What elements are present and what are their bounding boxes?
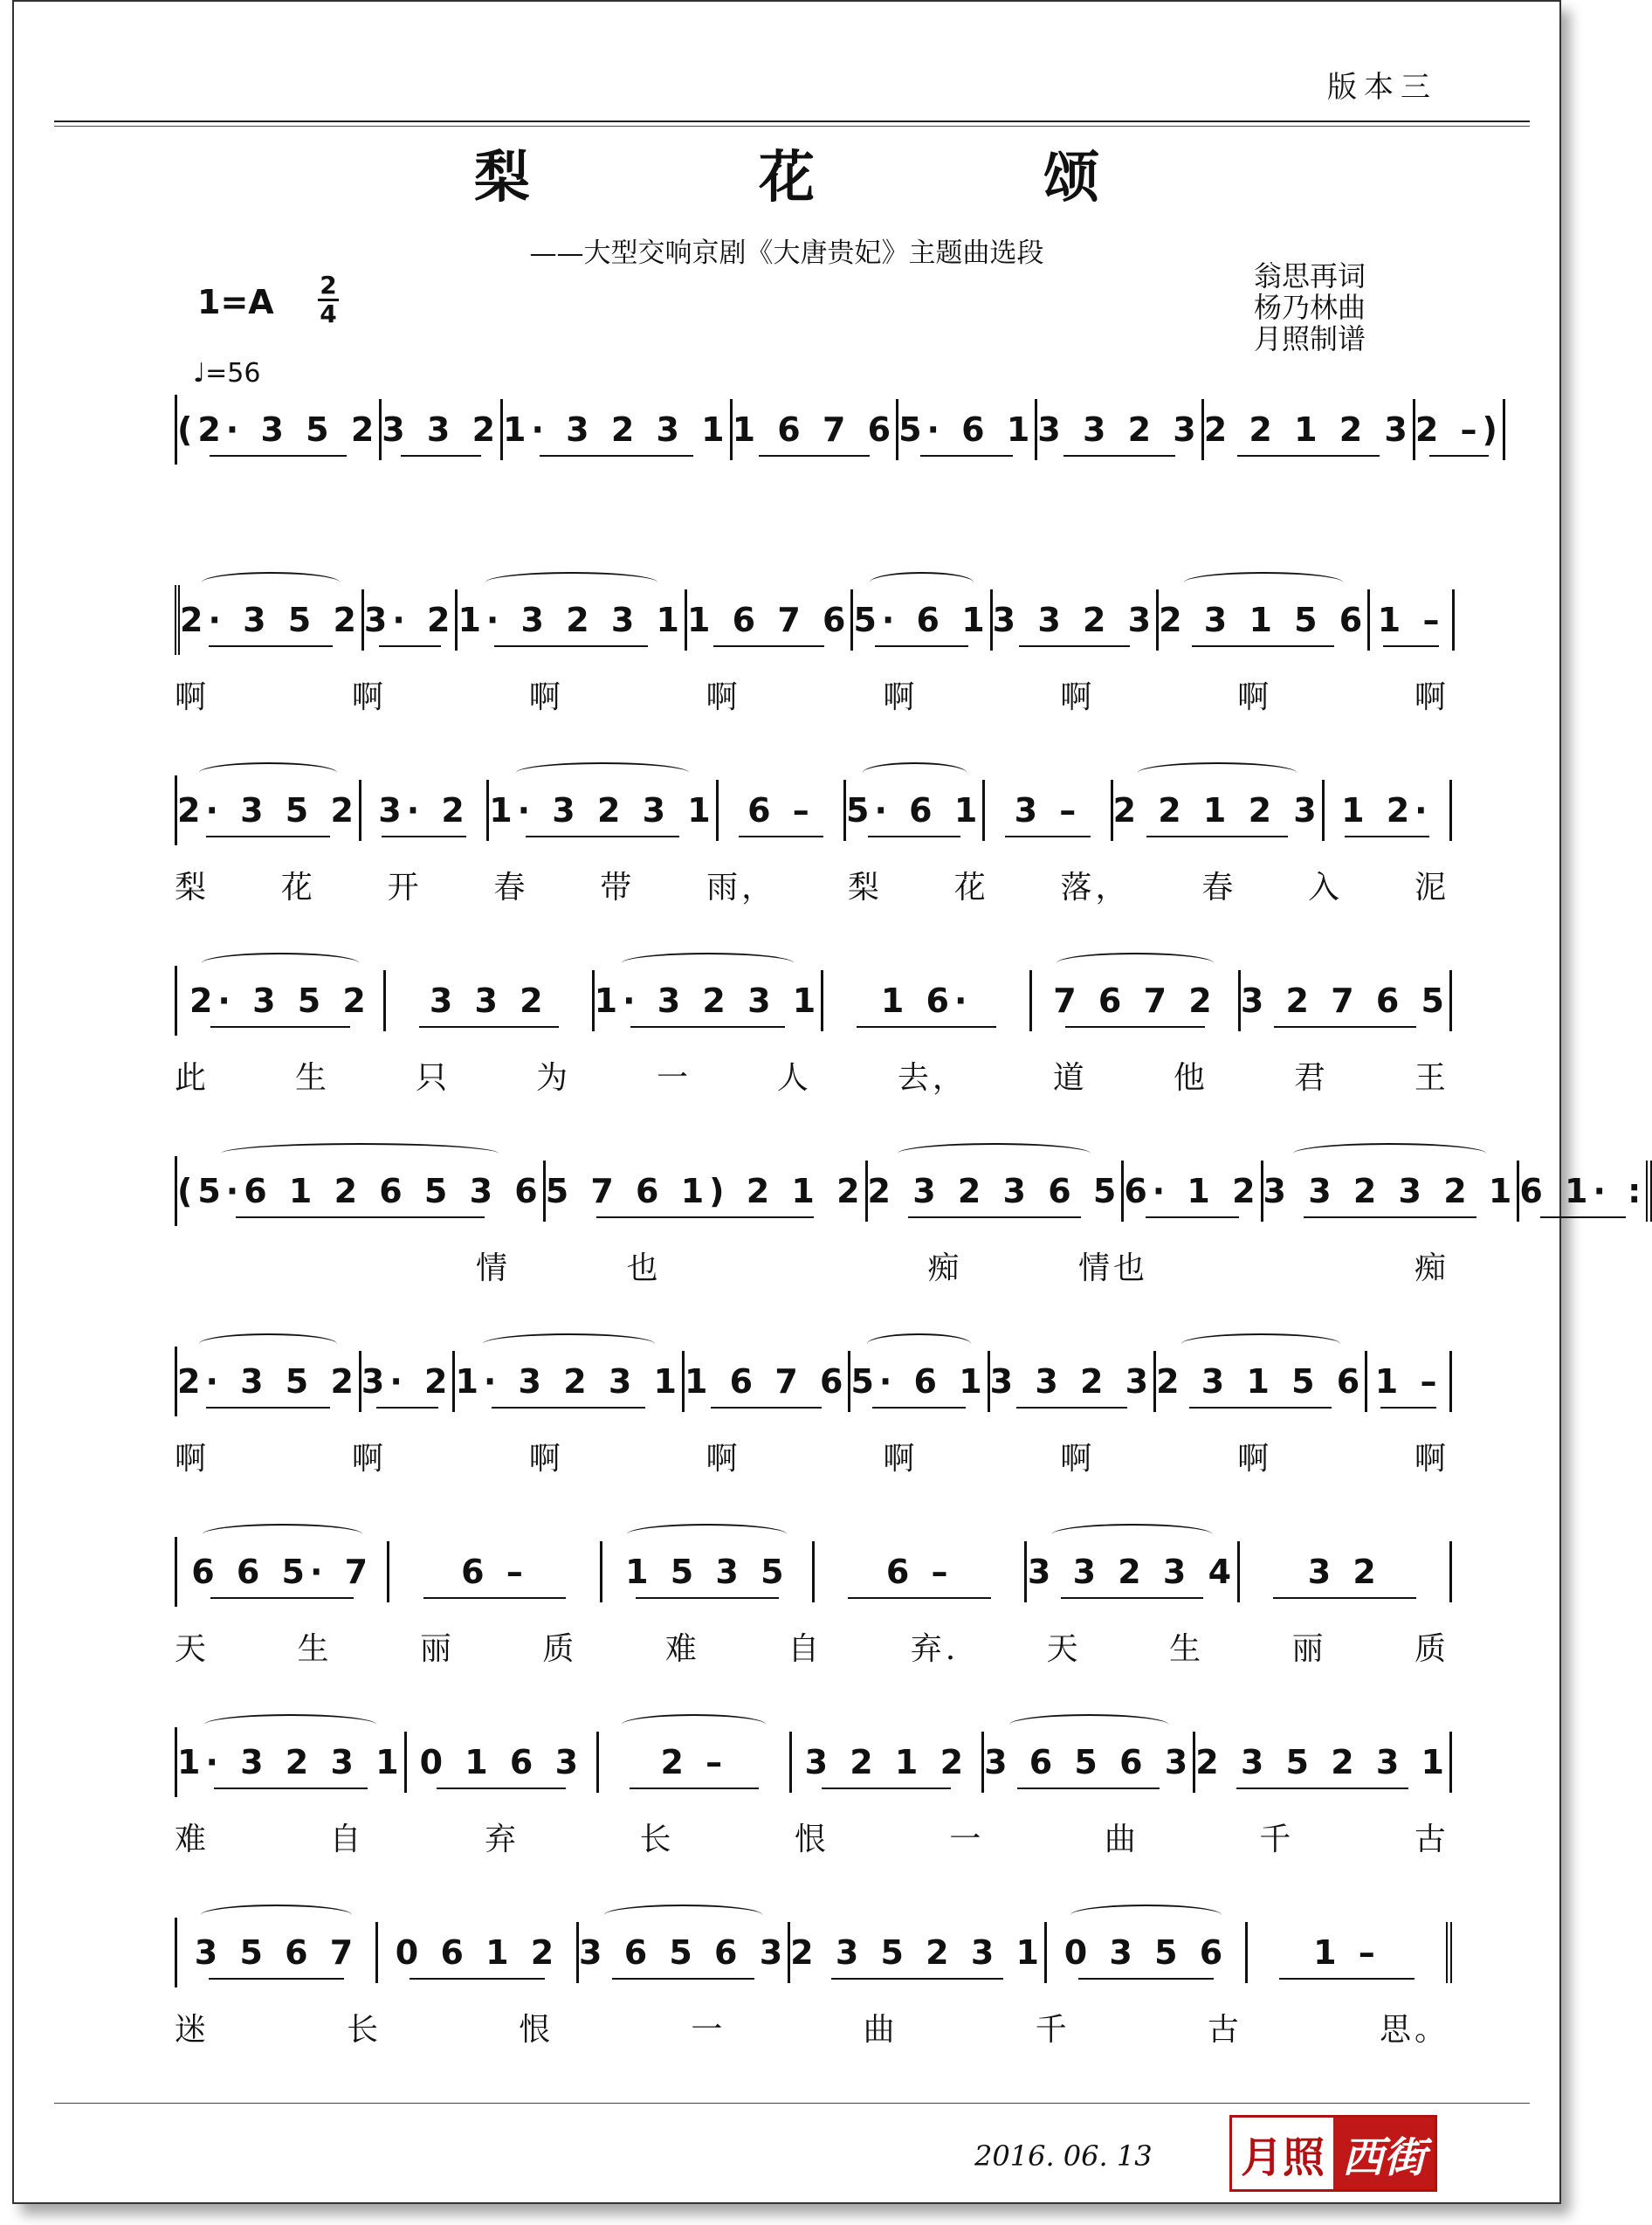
score-row [175, 1347, 1449, 1477]
measure: 3 – [985, 780, 1112, 841]
lyric-syllable: 千 [1259, 1822, 1295, 1857]
lyric-syllable: 花 [953, 870, 989, 906]
lyric-syllable: 丽 [419, 1631, 455, 1667]
lyric-syllable: 痴 [1414, 1250, 1449, 1286]
lyric-syllable: 春 [493, 870, 529, 906]
lyric-syllable: 自 [788, 1631, 823, 1667]
lyric-syllable: 去， [897, 1060, 967, 1096]
lyric-syllable: 开 [387, 870, 423, 906]
lyric-syllable: 情也 [1077, 1250, 1148, 1286]
key-label: 1=A [197, 283, 274, 321]
lyric-syllable: 此 [175, 1060, 210, 1096]
slur-mark [870, 572, 974, 593]
lyric-syllable: 古 [1207, 2012, 1242, 2048]
version-label: 版本三 [1327, 70, 1437, 105]
lyric-syllable: 君 [1293, 1060, 1329, 1096]
measure: 1 6 7 6 [687, 589, 853, 651]
measure: 3 3 2 [386, 970, 595, 1031]
slur-mark [898, 1143, 1091, 1164]
lyric-syllable [1263, 1243, 1298, 1288]
lyric-syllable: 啊 [883, 1441, 919, 1477]
measure: 3 5 6 7 [177, 1922, 378, 1983]
lyric-syllable: 春 [1201, 870, 1237, 906]
lyric-syllable: 为 [535, 1060, 571, 1096]
measure: 1· 3 2 3 1 [503, 399, 733, 460]
lyric-syllable: 自 [329, 1822, 365, 1857]
lyric-syllable: 天 [1046, 1631, 1082, 1667]
measure: 7 6 7 2 [1032, 970, 1241, 1031]
lyric-syllable: 王 [1414, 1060, 1449, 1096]
slur-mark [485, 572, 657, 593]
key-signature [197, 271, 337, 328]
slur-mark [201, 1905, 352, 1925]
measure: 3 6 5 6 3 [984, 1732, 1195, 1793]
lyric-syllable [175, 1243, 210, 1288]
measure: 1 6 7 6 [733, 399, 898, 460]
measure: 5· 6 1 [853, 589, 992, 651]
measure: 2 3 2 3 6 5 [868, 1161, 1125, 1222]
lyrics-line [175, 1624, 1449, 1669]
lyric-syllable: 人 [776, 1060, 812, 1096]
slur-mark [1181, 1333, 1340, 1354]
lyric-syllable: 啊 [1060, 679, 1096, 715]
lyric-syllable: 质 [1414, 1631, 1449, 1667]
measure: 3· 2 [364, 589, 458, 651]
lyric-syllable: 恨 [794, 1822, 829, 1857]
measure: 3 2 1 2 [792, 1732, 985, 1793]
measure: 2 2 1 2 3 [1113, 780, 1325, 841]
lyric-syllable: 梨 [175, 870, 210, 906]
notation-line [175, 585, 1455, 655]
lyric-syllable: 只 [415, 1060, 451, 1096]
score-row [175, 585, 1449, 715]
lyric-syllable: 曲 [863, 2012, 898, 2048]
measure: 2· 3 5 2 [180, 589, 364, 651]
lyric-syllable: 恨 [519, 2012, 554, 2048]
measure: 0 3 5 6 [1047, 1922, 1248, 1983]
measure: 6 – [389, 1541, 602, 1602]
notation-line [175, 775, 1452, 845]
measure: 2· 3 5 2 [177, 970, 386, 1031]
lyric-syllable: 长 [639, 1822, 675, 1857]
footer-rule [54, 2103, 1530, 2104]
notation-line [175, 1347, 1452, 1416]
measure: 3· 2 [361, 780, 489, 841]
lyrics-line [175, 672, 1449, 717]
measure: 3· 2 [361, 1351, 456, 1412]
lyric-syllable: 啊 [175, 679, 210, 715]
header-rule [54, 121, 1530, 122]
lyric-syllable: 弃 [484, 1822, 520, 1857]
measure: 3 2 [1240, 1541, 1452, 1602]
measure: 1· 3 2 3 1 [489, 780, 719, 841]
measure: 2· 3 5 2 [177, 1351, 361, 1412]
time-denominator: 4 [320, 300, 337, 328]
slur-mark [604, 1905, 763, 1925]
lyric-syllable: 古 [1414, 1822, 1449, 1857]
seal-right: 西街 [1333, 2118, 1435, 2189]
slur-mark [622, 1714, 766, 1735]
lyric-syllable: 难 [664, 1631, 700, 1667]
notation-line [175, 1537, 1452, 1607]
measure: 5 7 6 1) 2 1 2 [546, 1161, 868, 1222]
slur-mark [199, 1333, 337, 1354]
lyric-syllable: 情 [475, 1250, 511, 1286]
lyric-syllable: 一 [691, 2012, 726, 2048]
measure: 2 –) [1415, 399, 1505, 460]
lyric-syllable: 他 [1173, 1060, 1208, 1096]
lyric-syllable: 千 [1035, 2012, 1070, 2048]
measure: 1 2· [1325, 780, 1452, 841]
tempo-marking: ♩=56 [193, 358, 261, 389]
lyric-syllable: 啊 [1414, 1441, 1449, 1477]
measure: 1 5 3 5 [602, 1541, 815, 1602]
score-row [175, 1918, 1449, 2048]
transcriber-credit: 月照制谱 [1254, 322, 1366, 355]
measure: 3 3 2 [382, 399, 503, 460]
lyrics-line [175, 1815, 1449, 1859]
time-signature [318, 272, 339, 327]
lyric-syllable: 啊 [1237, 1441, 1273, 1477]
lyric-syllable: 痴 [927, 1250, 963, 1286]
lyric-syllable: 曲 [1104, 1822, 1139, 1857]
measure: 3 3 2 3 [990, 1351, 1156, 1412]
measure: 1 – [1370, 589, 1455, 651]
measure: 1· 3 2 3 1 [595, 970, 824, 1031]
lyric-syllable: 也 [626, 1250, 662, 1286]
lyric-syllable: 生 [297, 1631, 333, 1667]
lyric-syllable: 丽 [1291, 1631, 1327, 1667]
measure: 5· 6 1 [850, 1351, 989, 1412]
lyric-syllable: 天 [175, 1631, 210, 1667]
lyric-syllable: 一 [949, 1822, 985, 1857]
lyricist-credit: 翁思再词 [1254, 259, 1366, 293]
lyrics-line [175, 2005, 1449, 2049]
slur-mark [483, 1333, 655, 1354]
credits [1254, 260, 1366, 355]
measure: 6 – [719, 780, 846, 841]
lyric-syllable: 落， [1060, 870, 1131, 906]
lyrics-line [175, 1434, 1449, 1478]
lyrics-line [175, 1243, 1449, 1288]
song-subtitle: ——大型交响京剧《大唐贵妃》主题曲选段 [529, 238, 1044, 269]
lyric-syllable: 啊 [706, 1441, 741, 1477]
lyric-syllable: 啊 [351, 1441, 387, 1477]
header-rule-thin [54, 126, 1530, 127]
notation-line [175, 1156, 1647, 1226]
lyric-syllable: 一 [656, 1060, 692, 1096]
lyric-syllable: 雨， [706, 870, 777, 906]
measure: 5· 6 1 [898, 399, 1037, 460]
measure: 2 3 5 2 3 1 [790, 1922, 1047, 1983]
lyrics-line [175, 1053, 1449, 1098]
measure: 2 3 5 2 3 1 [1195, 1732, 1452, 1793]
slur-mark [1009, 1714, 1168, 1735]
slur-mark [516, 762, 688, 783]
lyric-syllable: 啊 [883, 679, 919, 715]
slur-mark [204, 1714, 376, 1735]
slur-mark [1052, 1524, 1212, 1545]
score-row [175, 1727, 1449, 1857]
lyric-syllable [777, 1243, 812, 1288]
notation-line [175, 395, 1503, 465]
slur-mark [867, 1333, 971, 1354]
lyric-syllable: 啊 [351, 679, 387, 715]
seal-logo [1229, 2115, 1437, 2192]
lyric-syllable: 啊 [528, 679, 564, 715]
measure: 2 2 1 2 3 [1204, 399, 1415, 460]
lyric-syllable: 难 [175, 1822, 210, 1857]
slur-mark [622, 953, 794, 974]
slur-mark [221, 1143, 499, 1164]
score-row [175, 966, 1449, 1096]
slur-mark [863, 762, 967, 783]
measure: 3 3 2 3 [993, 589, 1159, 651]
time-numerator: 2 [320, 271, 337, 300]
slur-mark [202, 953, 358, 974]
measure: 0 1 6 3 [407, 1732, 600, 1793]
lyric-syllable: 思。 [1379, 2012, 1449, 2048]
measure: 3 2 7 6 5 [1241, 970, 1452, 1031]
lyric-syllable: 生 [1169, 1631, 1205, 1667]
slur-mark [1057, 953, 1213, 974]
notation-line [175, 1727, 1452, 1797]
lyric-syllable: 啊 [1414, 679, 1449, 715]
score-row [175, 1537, 1449, 1667]
measure: 1· 3 2 3 1 [177, 1732, 407, 1793]
lyric-syllable: 长 [347, 2012, 382, 2048]
score-page [12, 0, 1647, 2204]
slur-mark [1138, 762, 1297, 783]
measure: 6 1· : [1519, 1161, 1652, 1222]
composer-credit: 杨乃林曲 [1254, 291, 1366, 324]
lyric-syllable: 质 [542, 1631, 578, 1667]
lyric-syllable: 入 [1308, 870, 1344, 906]
slur-mark [1293, 1143, 1486, 1164]
measure: 1 – [1248, 1922, 1452, 1983]
measure: 2 3 1 5 6 [1159, 589, 1370, 651]
lyric-syllable: 啊 [706, 679, 741, 715]
notation-line [175, 966, 1452, 1036]
lyric-syllable: 迷 [175, 2012, 210, 2048]
measure: 6 6 5· 7 [177, 1541, 389, 1602]
score-row [175, 395, 1503, 499]
lyric-syllable: 啊 [1060, 1441, 1096, 1477]
measure: 1· 3 2 3 1 [458, 589, 687, 651]
lyric-syllable: 生 [294, 1060, 330, 1096]
measure: 3 3 2 3 [1037, 399, 1203, 460]
song-title: 梨 花 颂 [473, 146, 1205, 210]
measure: 1 6 7 6 [685, 1351, 850, 1412]
measure: 5· 6 1 [846, 780, 985, 841]
lyric-syllable: 弃. [910, 1631, 960, 1667]
measure: 0 6 1 2 [378, 1922, 579, 1983]
score-row [175, 775, 1449, 906]
measure: 2 – [599, 1732, 792, 1793]
lyric-syllable: 泥 [1414, 870, 1449, 906]
lyric-syllable: 带 [600, 870, 636, 906]
slur-mark [1184, 572, 1343, 593]
slur-mark [202, 572, 340, 593]
measure: 6· 1 2 [1124, 1161, 1263, 1222]
measure: (2· 3 5 2 [177, 399, 382, 460]
seal-left: 月照 [1232, 2118, 1333, 2189]
lyric-syllable: 道 [1052, 1060, 1088, 1096]
measure: 6 – [815, 1541, 1027, 1602]
slur-mark [199, 762, 337, 783]
slur-mark [627, 1524, 787, 1545]
lyric-syllable: 啊 [175, 1441, 210, 1477]
measure: 1 6· [823, 970, 1032, 1031]
measure: 1· 3 2 3 1 [455, 1351, 685, 1412]
measure: (5·6 1 2 6 5 3 6 [177, 1161, 546, 1222]
measure: 2 3 1 5 6 [1156, 1351, 1367, 1412]
lyric-syllable: 花 [280, 870, 316, 906]
measure: 3 6 5 6 3 [579, 1922, 790, 1983]
score-row [175, 1156, 1647, 1286]
measure: 3 3 2 3 4 [1027, 1541, 1239, 1602]
measure: 3 3 2 3 2 1 [1263, 1161, 1520, 1222]
lyric-syllable: 啊 [528, 1441, 564, 1477]
measure: 1 – [1367, 1351, 1452, 1412]
lyric-syllable: 啊 [1237, 679, 1273, 715]
slur-mark [203, 1524, 362, 1545]
notation-line [175, 1918, 1452, 1987]
measure: 2· 3 5 2 [177, 780, 361, 841]
lyric-syllable: 梨 [847, 870, 883, 906]
lyrics-line [175, 863, 1449, 907]
slur-mark [1070, 1905, 1222, 1925]
lyric-syllable [325, 1243, 360, 1288]
footer-date: 2016. 06. 13 [974, 2139, 1153, 2173]
